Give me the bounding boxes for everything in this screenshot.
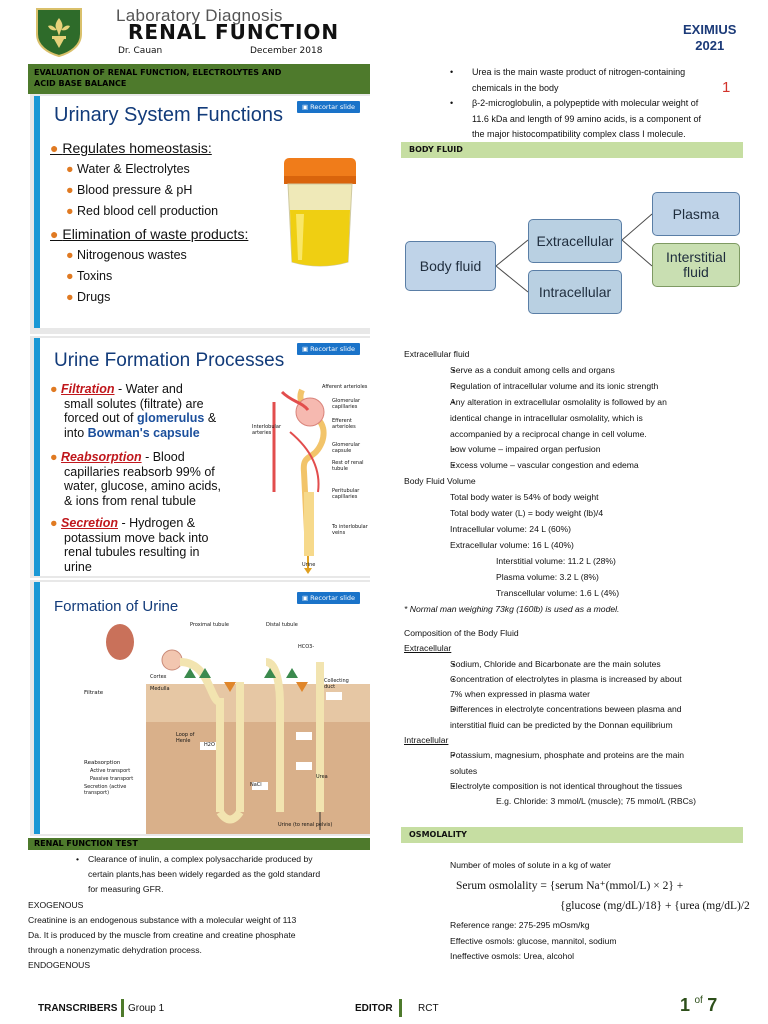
- bullet-dot-icon: ●: [66, 290, 78, 304]
- urea-beta-bullets: [402, 65, 746, 143]
- recortar-label: Recortar slide: [310, 345, 355, 353]
- slide-urine-formation-processes: [34, 338, 370, 576]
- composition-section: [404, 626, 748, 810]
- org-line-2: 2021: [695, 38, 725, 53]
- formula-line-2: {glucose (mg/dL)/18} + {urea (mg/dL)/2: [560, 900, 750, 912]
- secretion-block: [50, 516, 260, 574]
- slide-title: Formation of Urine: [54, 598, 179, 615]
- recortar-slide-button[interactable]: [297, 101, 360, 113]
- reference-range: Reference range: 275-295 mOsm/kg: [450, 920, 590, 930]
- comp-intra-list: [404, 748, 748, 794]
- footer-transcribers-value: Group 1: [128, 1003, 165, 1014]
- beta-bullet: [402, 96, 746, 143]
- bullet-dot-icon: ●: [66, 162, 78, 176]
- bullet-toxins: [66, 269, 112, 283]
- secretion-keyword: Secretion: [61, 516, 118, 530]
- school-crest-logo: [34, 6, 84, 58]
- reab-text-3: water, glucose, amino acids,: [64, 479, 222, 493]
- label-collecting-duct: Collecting duct: [324, 678, 349, 690]
- comp-intracellular-heading: Intracellular: [404, 735, 449, 746]
- label-passive-transport: Passive transport: [90, 776, 134, 782]
- label-loop-of-henle: Loop of Henle: [176, 732, 195, 744]
- bfv-line: Interstitial volume: 11.2 L (28%): [496, 555, 616, 566]
- filtration-keyword: Filtration: [61, 382, 115, 396]
- reab-text-2: capillaries reabsorb 99% of: [64, 464, 215, 479]
- ineffective-osmols: Ineffective osmols: Urea, alcohol: [450, 951, 575, 962]
- page-total: 7: [707, 995, 718, 1015]
- label-reabsorption: Reabsorption: [84, 760, 121, 766]
- comp-extra-list: [404, 657, 748, 733]
- sec-text-2: potassium move back into: [64, 530, 209, 545]
- ecf-list: [404, 363, 748, 474]
- node-intracellular: Intracellular: [528, 270, 622, 314]
- reabsorption-keyword: Reabsorption: [61, 450, 142, 464]
- urine-cup-image: [274, 154, 366, 272]
- waste-list: [402, 65, 746, 143]
- label-hco3: HCO3-: [298, 644, 315, 650]
- label-medulla: Medulla: [150, 686, 170, 692]
- label-proximal: Proximal tubule: [190, 622, 229, 628]
- list-item: • Electrolyte composition is not identical throughout the tissues: [404, 779, 748, 794]
- text-line: • Differences in electrolyte concentrations beween plasma and: [450, 704, 682, 715]
- filtration-text-4a: into: [64, 425, 88, 440]
- footer-transcribers-label: TRANSCRIBERS: [38, 1003, 118, 1014]
- bullet-elimination: [50, 226, 248, 242]
- interstitial-line-2: fluid: [683, 264, 709, 280]
- urine-formation-diagram: [40, 622, 370, 834]
- label-interlobular: Interlobular arteries: [252, 424, 282, 436]
- label-filtrate: Filtrate: [84, 690, 104, 696]
- footer-divider: [399, 999, 402, 1017]
- sec-text-1: - Hydrogen &: [118, 516, 196, 530]
- label-secretion: Secretion (active transport): [84, 784, 127, 796]
- list-item: [404, 748, 748, 779]
- recortar-slide-button[interactable]: [297, 343, 360, 355]
- comp-heading: Composition of the Body Fluid: [404, 628, 519, 638]
- creatinine-line-3: through a nonenzymatic dehydration process.: [28, 945, 202, 956]
- node-body-fluid: Body fluid: [405, 241, 496, 291]
- bullet-dot-icon: ●: [50, 450, 62, 464]
- bfv-line: Transcellular volume: 1.6 L (4%): [496, 587, 620, 598]
- filtration-text-3a: forced out of: [64, 411, 137, 425]
- formula-line-1: Serum osmolality = {serum Na⁺(mmol/L) × 2} +: [456, 880, 684, 892]
- bullet-drugs: [66, 290, 110, 304]
- glomerulus-keyword: glomerulus: [136, 411, 205, 425]
- slide-title: Urinary System Functions: [54, 104, 283, 126]
- interstitial-line-1: Interstitial: [666, 249, 726, 265]
- label-efferent: Efferent arterioles: [332, 418, 356, 430]
- scissors-icon: ▣: [301, 594, 311, 602]
- bullet-dot-icon: ●: [50, 226, 63, 242]
- list-item: [404, 672, 748, 703]
- filtration-text-1: - Water and: [114, 382, 183, 396]
- section-bar-osmolality: OSMOLALITY: [401, 827, 743, 843]
- label-h2o: H2O: [204, 742, 215, 748]
- text-line: • Potassium, magnesium, phosphate and proteins are the main: [450, 750, 685, 761]
- label-glomerular-capillaries: Glomerular capillaries: [332, 398, 361, 410]
- recortar-label: Recortar slide: [310, 103, 355, 111]
- bullet-dot-icon: ●: [66, 269, 77, 283]
- author: Dr. Cauan: [118, 46, 163, 56]
- section-bar-evaluation: [28, 64, 370, 94]
- page-number: [680, 995, 717, 1016]
- text-line: chemicals in the body: [472, 82, 559, 93]
- reab-text-4: & ions from renal tubule: [64, 493, 197, 508]
- bullet-nitrogen: [66, 248, 187, 262]
- extracellular-fluid-section: [404, 347, 748, 617]
- filtration-block: [50, 382, 260, 440]
- org-label: [683, 22, 736, 54]
- text-line: accompanied by a reciprocal change in cell volume.: [450, 428, 647, 439]
- scissors-icon: ▣: [301, 103, 311, 111]
- label-distal: Distal tubule: [266, 622, 298, 628]
- bullet-water: [66, 162, 190, 176]
- label-peritubular: Peritubular capillaries: [332, 488, 360, 500]
- filtration-text-2: small solutes (filtrate) are: [64, 396, 204, 411]
- label-urine-out: Urine (to renal pelvis): [278, 822, 333, 828]
- list-item: [404, 702, 748, 733]
- reab-text-1: - Blood: [141, 450, 185, 464]
- inulin-bullet: [28, 852, 372, 898]
- footer-divider: [121, 999, 124, 1017]
- bullet-text: Regulates homeostasis:: [62, 140, 212, 156]
- label-urea: Urea: [316, 774, 328, 780]
- bullet-text: Blood pressure & pH: [77, 183, 193, 197]
- list-item: • Regulation of intracellular volume and its ionic strength: [404, 379, 748, 395]
- slide-frame-2: [30, 336, 370, 578]
- bfv-line: Plasma volume: 3.2 L (8%): [496, 571, 599, 582]
- bullet-text: Drugs: [77, 290, 111, 304]
- node-extracellular: Extracellular: [528, 219, 622, 263]
- endogenous-heading: ENDOGENOUS: [28, 960, 91, 971]
- page-of: of: [694, 995, 703, 1006]
- list-item: • Sodium, Chloride and Bicarbonate are the main solutes: [404, 657, 748, 672]
- urea-bullet: [402, 65, 746, 96]
- ecf-heading: Extracellular fluid: [404, 349, 470, 359]
- bullet-text: Nitrogenous wastes: [77, 248, 187, 262]
- bullet-dot-icon: ●: [50, 382, 62, 396]
- bfv-note: * Normal man weighing 73kg (160lb) is used as a model.: [404, 603, 620, 614]
- text-line: • β-2-microglobulin, a polypeptide with molecular weight of: [472, 98, 699, 109]
- slide-frame-3: [30, 580, 370, 836]
- bullet-dot-icon: ●: [50, 140, 63, 156]
- text-line: solutes: [450, 765, 478, 776]
- text-line: 7% when expressed in plasma water: [450, 689, 590, 700]
- creatinine-line-2: Da. It is produced by the muscle from creatine and creatine phosphate: [28, 930, 296, 941]
- label-glomerular-capsule: Glomerular capsule: [332, 442, 361, 454]
- org-line-1: EXIMIUS: [683, 22, 737, 37]
- bullet-dot-icon: ●: [66, 204, 78, 218]
- bullet-dot-icon: ●: [66, 183, 78, 197]
- list-item: • Serve as a conduit among cells and organs: [404, 363, 748, 379]
- text-line: identical change in intracellular osmolality, which is: [450, 412, 643, 423]
- creatinine-line-1: Creatinine is an endogenous substance with a molecular weight of 113: [28, 914, 297, 925]
- nephron-diagram: [262, 382, 370, 574]
- bullet-rbc: [66, 204, 218, 218]
- text-line: for measuring GFR.: [88, 884, 164, 895]
- section-bar-body-fluid: BODY FLUID: [401, 142, 743, 158]
- text-line: • Concentration of electrolytes in plasma is increased by about: [450, 673, 682, 684]
- label-to-veins: To interlobular veins: [332, 524, 368, 536]
- list-item: [404, 395, 748, 443]
- footer-editor-label: EDITOR: [355, 1003, 393, 1014]
- text-line: • Urea is the main waste product of nitrogen-containing: [472, 67, 686, 77]
- text-line: 11.6 kDa and length of 99 amino acids, is a component of: [472, 113, 701, 124]
- bullet-text: Toxins: [76, 269, 113, 283]
- slide-title: Urine Formation Processes: [54, 350, 285, 371]
- text-line: the major histocompatibility complex class I molecule.: [472, 129, 686, 140]
- recortar-slide-button[interactable]: [297, 592, 360, 604]
- effective-osmols: Effective osmols: glucose, mannitol, sodium: [450, 935, 617, 946]
- bullet-bp: [66, 183, 192, 197]
- label-nacl: NaCl: [250, 782, 262, 788]
- slide-formation-of-urine: [34, 582, 370, 834]
- bfv-line: Intracellular volume: 24 L (60%): [450, 523, 572, 534]
- section-title-line-1: EVALUATION OF RENAL FUNCTION, ELECTROLYTES AND: [34, 68, 282, 77]
- slide-frame-1: [30, 94, 370, 334]
- page-badge: 1: [722, 79, 731, 96]
- comp-example: E.g. Chloride: 3 mmol/L (muscle); 75 mmol/L (RBCs): [496, 796, 696, 807]
- exogenous-heading: EXOGENOUS: [28, 899, 84, 910]
- date: December 2018: [250, 46, 323, 56]
- osmolality-details: [450, 918, 617, 965]
- text-line: • Clearance of inulin, a complex polysaccharide produced by: [88, 854, 313, 864]
- bfv-line: Total body water is 54% of body weight: [450, 492, 599, 503]
- recortar-label: Recortar slide: [310, 594, 355, 602]
- bullet-text: Water & Electrolytes: [77, 162, 190, 176]
- label-cortex: Cortex: [150, 674, 167, 680]
- bfv-line: Extracellular volume: 16 L (40%): [450, 539, 574, 550]
- slide-urinary-system: [34, 96, 370, 328]
- bullet-dot-icon: ●: [50, 516, 62, 530]
- osmolality-formula: [456, 876, 768, 916]
- reabsorption-block: [50, 450, 260, 508]
- page-title: RENAL FUNCTION: [128, 20, 340, 44]
- label-active-transport: Active transport: [90, 768, 131, 774]
- node-plasma: Plasma: [652, 192, 740, 236]
- text-line: interstitial fluid can be predicted by the Donnan equilibrium: [450, 719, 673, 730]
- label-urine: Urine: [302, 562, 316, 568]
- comp-extracellular-heading: Extracellular: [404, 643, 452, 654]
- label-rest-of-tubule: Rest of renal tubule: [332, 460, 364, 472]
- list-item: • Excess volume – vascular congestion and edema: [404, 458, 748, 474]
- node-interstitial: [652, 243, 740, 287]
- section-title-line-2: ACID BASE BALANCE: [34, 79, 127, 88]
- filtration-text-3b: &: [204, 411, 217, 425]
- text-line: certain plants,has been widely regarded as the gold standard: [88, 869, 321, 880]
- bowman-keyword: Bowman's capsule: [87, 425, 200, 440]
- scissors-icon: ▣: [301, 345, 311, 353]
- sec-text-4: urine: [64, 559, 92, 574]
- header-subtitle: Laboratory Diagnosis: [116, 6, 283, 25]
- rft-list: [28, 852, 372, 898]
- bullet-regulates: [50, 140, 212, 156]
- sec-text-3: renal tubules resulting in: [64, 545, 200, 559]
- bfv-heading: Body Fluid Volume: [404, 476, 476, 487]
- bfv-line: Total body water (L) = body weight (lb)/4: [450, 508, 604, 519]
- page-current: 1: [680, 995, 691, 1015]
- section-bar-renal-function-test: RENAL FUNCTION TEST: [28, 838, 370, 850]
- footer-editor-value: RCT: [418, 1003, 439, 1014]
- label-afferent: Afferent arterioles: [322, 384, 368, 390]
- bullet-text: Red blood cell production: [77, 204, 219, 218]
- text-line: • Any alteration in extracellular osmolality is followed by an: [450, 396, 667, 407]
- list-item: • Low volume – impaired organ perfusion: [404, 442, 748, 458]
- renal-function-test-text: [28, 852, 372, 974]
- bullet-dot-icon: ●: [66, 248, 78, 262]
- osmolality-definition: Number of moles of solute in a kg of water: [450, 860, 611, 870]
- bullet-text: Elimination of waste products:: [62, 226, 249, 242]
